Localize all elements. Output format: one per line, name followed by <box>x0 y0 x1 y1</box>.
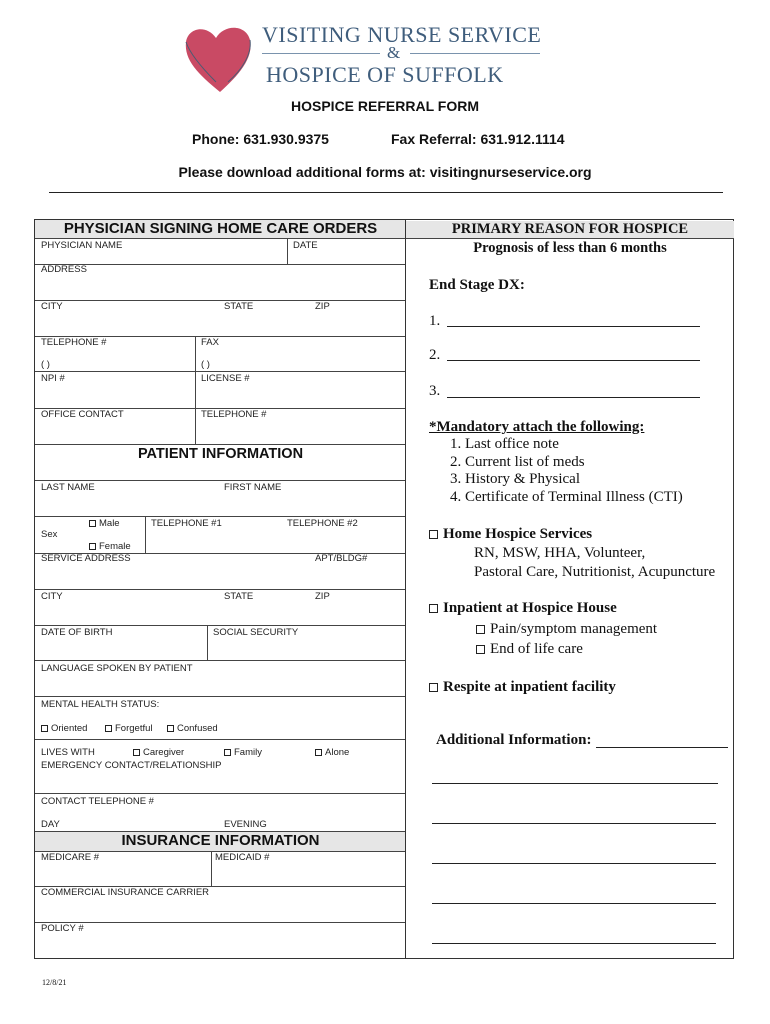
dx-1-line[interactable] <box>447 326 700 327</box>
physician-fax-field[interactable]: FAX <box>201 337 219 348</box>
download-note: Please download additional forms at: visitingnurseservice.org <box>178 164 592 180</box>
physician-telephone-field[interactable]: TELEPHONE # <box>41 337 107 348</box>
mental-health-status-label: MENTAL HEALTH STATUS: <box>41 699 160 710</box>
dx-1-label: 1. <box>429 313 441 329</box>
service-address-field[interactable]: SERVICE ADDRESS <box>41 553 131 564</box>
attach-item-3: 3. History & Physical <box>450 471 580 487</box>
fax-referral-number: Fax Referral: 631.912.1114 <box>391 131 565 147</box>
attach-item-4: 4. Certificate of Terminal Illness (CTI) <box>450 489 683 505</box>
additional-info-line-4[interactable] <box>432 903 716 904</box>
inpatient-hospice-house-checkbox[interactable]: Inpatient at Hospice House <box>429 600 617 617</box>
date-of-birth-field[interactable]: DATE OF BIRTH <box>41 627 113 638</box>
telephone-paren: ( ) <box>41 359 50 370</box>
physician-name-field[interactable]: PHYSICIAN NAME <box>41 240 123 251</box>
dx-2-label: 2. <box>429 347 441 363</box>
lives-with-label: LIVES WITH <box>41 747 95 758</box>
org-name-line1: VISITING NURSE SERVICE <box>262 22 542 47</box>
end-stage-dx-label: End Stage DX: <box>429 277 525 293</box>
patient-telephone2-field[interactable]: TELEPHONE #2 <box>287 518 358 529</box>
home-hospice-services-line2: Pastoral Care, Nutritionist, Acupuncture <box>474 564 716 580</box>
attach-item-2: 2. Current list of meds <box>450 454 585 470</box>
sex-male-checkbox[interactable]: Male <box>89 518 120 529</box>
form-revision-date: 12/8/21 <box>42 978 67 987</box>
additional-info-line-0[interactable] <box>596 747 728 748</box>
medicaid-field[interactable]: MEDICAID # <box>215 852 270 863</box>
contact-day-field[interactable]: DAY <box>41 819 60 830</box>
commercial-insurance-field[interactable]: COMMERCIAL INSURANCE CARRIER <box>41 887 210 898</box>
additional-information-label: Additional Information: <box>436 732 592 748</box>
emergency-contact-field[interactable]: EMERGENCY CONTACT/RELATIONSHIP <box>41 760 222 771</box>
sex-label: Sex <box>41 529 58 540</box>
physician-state-field[interactable]: STATE <box>224 301 254 312</box>
additional-info-line-3[interactable] <box>432 863 716 864</box>
npi-field[interactable]: NPI # <box>41 373 65 384</box>
patient-first-name-field[interactable]: FIRST NAME <box>224 482 282 493</box>
physician-zip-field[interactable]: ZIP <box>315 301 330 312</box>
org-name-line2: HOSPICE OF SUFFOLK <box>266 62 504 87</box>
org-name-ampersand: & <box>387 43 401 62</box>
form-title: HOSPICE REFERRAL FORM <box>291 98 479 114</box>
apt-bldg-field[interactable]: APT/BLDG# <box>315 553 368 564</box>
patient-section-heading: PATIENT INFORMATION <box>137 446 304 462</box>
lives-with-family-checkbox[interactable]: Family <box>224 747 262 758</box>
mandatory-attach-heading: *Mandatory attach the following: <box>429 419 645 435</box>
additional-info-line-2[interactable] <box>432 823 716 824</box>
policy-field[interactable]: POLICY # <box>41 923 84 934</box>
heart-logo-icon <box>180 20 260 98</box>
oriented-checkbox[interactable]: Oriented <box>41 723 87 734</box>
prognosis-text: Prognosis of less than 6 months <box>473 240 667 256</box>
reason-heading: PRIMARY REASON FOR HOSPICE <box>406 221 734 239</box>
patient-telephone1-field[interactable]: TELEPHONE #1 <box>151 518 222 529</box>
office-telephone-field[interactable]: TELEPHONE # <box>201 409 267 420</box>
respite-checkbox[interactable]: Respite at inpatient facility <box>429 679 616 696</box>
date-field[interactable]: DATE <box>293 240 318 251</box>
physician-city-field[interactable]: CITY <box>41 301 63 312</box>
forgetful-checkbox[interactable]: Forgetful <box>105 723 153 734</box>
hospice-reason-panel <box>405 219 734 959</box>
dx-2-line[interactable] <box>447 360 700 361</box>
additional-info-line-5[interactable] <box>432 943 716 944</box>
office-contact-field[interactable]: OFFICE CONTACT <box>41 409 124 420</box>
sex-female-checkbox[interactable]: Female <box>89 541 131 552</box>
contact-evening-field[interactable]: EVENING <box>224 819 267 830</box>
pain-symptom-checkbox[interactable]: Pain/symptom management <box>476 621 657 638</box>
insurance-section-heading: INSURANCE INFORMATION <box>35 831 406 852</box>
phone-number: Phone: 631.930.9375 <box>192 131 329 147</box>
patient-zip-field[interactable]: ZIP <box>315 591 330 602</box>
header-divider <box>49 192 723 193</box>
license-field[interactable]: LICENSE # <box>201 373 250 384</box>
patient-last-name-field[interactable]: LAST NAME <box>41 482 95 493</box>
confused-checkbox[interactable]: Confused <box>167 723 218 734</box>
home-hospice-services-line1: RN, MSW, HHA, Volunteer, <box>474 545 646 561</box>
physician-section-heading: PHYSICIAN SIGNING HOME CARE ORDERS <box>35 220 406 239</box>
end-of-life-checkbox[interactable]: End of life care <box>476 641 583 658</box>
home-hospice-checkbox[interactable]: Home Hospice Services <box>429 526 592 543</box>
patient-state-field[interactable]: STATE <box>224 591 254 602</box>
additional-info-line-1[interactable] <box>432 783 718 784</box>
dx-3-label: 3. <box>429 383 441 399</box>
attach-item-1: 1. Last office note <box>450 436 559 452</box>
dx-3-line[interactable] <box>447 397 700 398</box>
contact-telephone-label: CONTACT TELEPHONE # <box>41 796 154 807</box>
patient-city-field[interactable]: CITY <box>41 591 63 602</box>
language-field[interactable]: LANGUAGE SPOKEN BY PATIENT <box>41 663 193 674</box>
lives-with-caregiver-checkbox[interactable]: Caregiver <box>133 747 184 758</box>
social-security-field[interactable]: SOCIAL SECURITY <box>213 627 299 638</box>
fax-paren: ( ) <box>201 359 210 370</box>
medicare-field[interactable]: MEDICARE # <box>41 852 100 863</box>
lives-with-alone-checkbox[interactable]: Alone <box>315 747 349 758</box>
referral-form-left <box>34 219 406 959</box>
physician-address-field[interactable]: ADDRESS <box>41 264 87 275</box>
